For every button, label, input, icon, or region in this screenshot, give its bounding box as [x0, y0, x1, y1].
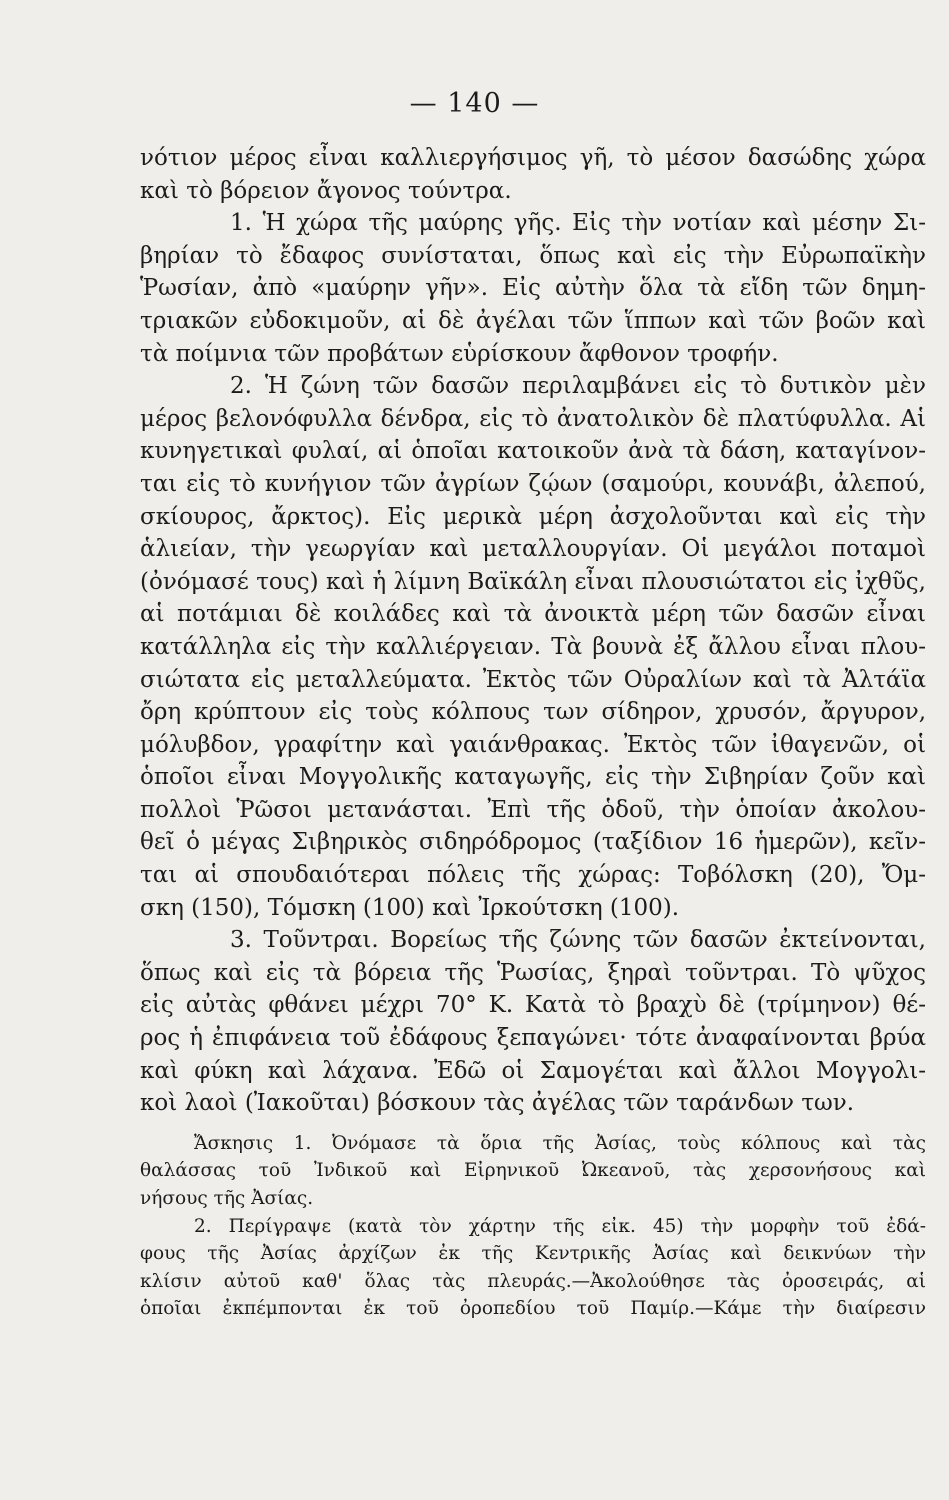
text-line: σκίουρος, ἄρκτος). Εἰς μερικὰ μέρη ἀσχολοῦνται καὶ εἰς τὴν	[140, 503, 926, 530]
text-line: ται εἰς τὸ κυνήγιον τῶν ἀγρίων ζῴων (σαμούρι, κουνάβι, ἀλεπού,	[140, 470, 926, 497]
text-line: ται αἱ σπουδαιότεραι πόλεις τῆς χώρας: Τοβόλσκη (20), Ὄμ-	[140, 862, 926, 889]
text-line: ὄρη κρύπτουν εἰς τοὺς κόλπους των σίδηρον, χρυσόν, ἄργυρον,	[140, 699, 926, 726]
exercise-line: φους τῆς Ἀσίας ἀρχίζων ἐκ τῆς Κεντρικῆς Ἀσίας καὶ δεικνύων τὴν	[140, 1243, 926, 1265]
exercise-line: κλίσιν αὐτοῦ καθ' ὅλας τὰς πλευράς.—Ἀκολούθησε τὰς ὀροσειράς, αἱ	[140, 1270, 926, 1292]
exercise-line: θαλάσσας τοῦ Ἰνδικοῦ καὶ Εἰρηνικοῦ Ὠκεανοῦ, τὰς χερσονήσους καὶ	[140, 1160, 926, 1182]
text-line: πολλοὶ Ῥῶσοι μετανάσται. Ἐπὶ τῆς ὁδοῦ, τὴν ὁποίαν ἀκολου-	[140, 796, 926, 823]
text-line: σιώτατα εἰς μεταλλεύματα. Ἐκτὸς τῶν Οὐραλίων καὶ τὰ Ἀλτάϊα	[140, 666, 926, 693]
section-heading-line: 2. Ἡ ζώνη τῶν δασῶν περιλαμβάνει εἰς τὸ δυτικὸν μὲν	[230, 373, 926, 400]
text-line: κυνηγετικαὶ φυλαί, αἱ ὁποῖαι κατοικοῦν ἀνὰ τὰ δάση, καταγίνον-	[140, 438, 926, 465]
text-line: καὶ φύκη καὶ λάχανα. Ἐδῶ οἱ Σαμογέται καὶ ἄλλοι Μογγολι-	[140, 1057, 926, 1084]
text-line: τὰ ποίμνια τῶν προβάτων εὑρίσκουν ἄφθονον τροφήν.	[140, 340, 779, 367]
text-line: Ῥωσίαν, ἀπὸ «μαύρην γῆν». Εἰς αὐτὴν ὅλα τὰ εἴδη τῶν δημη-	[140, 275, 926, 302]
text-line: σκη (150), Τόμσκη (100) καὶ Ἰρκούτσκη (100).	[140, 894, 680, 921]
section-heading-line: 3. Τοῦντραι. Βορείως τῆς ζώνης τῶν δασῶν ἐκτείνονται,	[230, 927, 926, 954]
text-line: βηρίαν τὸ ἔδαφος συνίσταται, ὅπως καὶ εἰς τὴν Εὐρωπαϊκὴν	[140, 242, 926, 269]
text-line: ὅπως καὶ εἰς τὰ βόρεια τῆς Ῥωσίας, ξηραὶ τοῦντραι. Τὸ ψῦχος	[140, 959, 926, 986]
text-line: θεῖ ὁ μέγας Σιβηρικὸς σιδηρόδρομος (ταξίδιον 16 ἡμερῶν), κεῖν-	[140, 829, 926, 856]
text-line: καὶ τὸ βόρειον ἄγονος τούντρα.	[140, 177, 512, 204]
text-line: κατάλληλα εἰς τὴν καλλιέργειαν. Τὰ βουνὰ ἐξ ἄλλου εἶναι πλου-	[140, 633, 926, 660]
text-line: τριακῶν εὐδοκιμοῦν, αἱ δὲ ἀγέλαι τῶν ἵππων καὶ τῶν βοῶν καὶ	[140, 307, 926, 334]
text-line: ἁλιείαν, τὴν γεωργίαν καὶ μεταλλουργίαν. Οἱ μεγάλοι ποταμοὶ	[140, 536, 926, 563]
exercise-line: Ἄσκησις 1. Ὀνόμασε τὰ ὅρια τῆς Ἀσίας, τοὺς κόλπους καὶ τὰς	[194, 1132, 926, 1154]
text-line: μόλυβδον, γραφίτην καὶ γαιάνθρακας. Ἐκτὸς τῶν ἰθαγενῶν, οἱ	[140, 731, 926, 758]
text-line: αἱ ποτάμιαι δὲ κοιλάδες καὶ τὰ ἀνοικτὰ μέρη τῶν δασῶν εἶναι	[140, 601, 926, 628]
text-line: (ὀνόμασέ τους) καὶ ἡ λίμνη Βαϊκάλη εἶναι πλουσιώτατοι εἰς ἰχθῦς,	[140, 568, 926, 595]
text-line: κοὶ λαοὶ (Ἰακοῦται) βόσκουν τὰς ἀγέλας τῶν ταράνδων των.	[140, 1090, 855, 1117]
text-line: ὁποῖοι εἶναι Μογγολικῆς καταγωγῆς, εἰς τὴν Σιβηρίαν ζοῦν καὶ	[140, 764, 926, 791]
text-line: νότιον μέρος εἶναι καλλιεργήσιμος γῆ, τὸ μέσον δασώδης χώρα	[140, 145, 926, 171]
text-line: μέρος βελονόφυλλα δένδρα, εἰς τὸ ἀνατολικὸν δὲ πλατύφυλλα. Αἱ	[140, 405, 926, 432]
exercises	[140, 1130, 926, 1323]
page-number: — 140 —	[409, 88, 540, 119]
exercise-line: ὁποῖαι ἐκπέμπονται ἐκ τοῦ ὀροπεδίου τοῦ Παμίρ.—Κάμε τὴν διαίρεσιν	[140, 1298, 926, 1320]
exercise-line: νήσους τῆς Ἀσίας.	[140, 1188, 314, 1209]
exercise-line: 2. Περίγραψε (κατὰ τὸν χάρτην τῆς εἰκ. 45) τὴν μορφὴν τοῦ ἐδά-	[194, 1215, 926, 1237]
section-heading-line: 1. Ἡ χώρα τῆς μαύρης γῆς. Εἰς τὴν νοτίαν καὶ μέσην Σι-	[230, 210, 926, 237]
text-line: ρος ἡ ἐπιφάνεια τοῦ ἐδάφους ξεπαγώνει· τότε ἀναφαίνονται βρύα	[140, 1025, 926, 1052]
text-line: εἰς αὐτὰς φθάνει μέχρι 70° Κ. Κατὰ τὸ βραχὺ δὲ (τρίμηνον) θέ-	[140, 992, 926, 1019]
body-text	[140, 142, 926, 1323]
